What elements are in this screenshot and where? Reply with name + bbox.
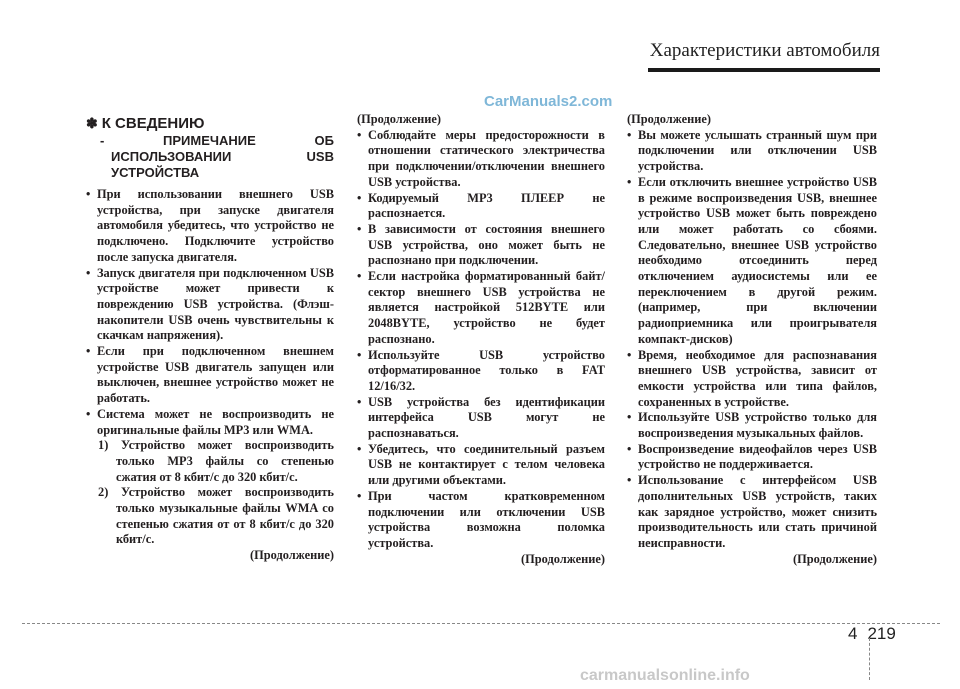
column-1	[86, 112, 334, 564]
page-number-separator	[869, 638, 871, 680]
list-item: • USB устройства без идентификации интерфейса USB могут не распознаваться.	[357, 395, 605, 442]
list-item: • Соблюдайте меры предосторожности в отношении статического электричества при подключении/отключении внешнего USB устройства.	[357, 128, 605, 191]
list-item: • Используйте USB устройство только для воспроизведения музыкальных файлов.	[627, 410, 877, 441]
column-3	[627, 112, 877, 567]
col2-bullet-list	[357, 128, 605, 552]
list-item: • Убедитесь, что соединительный разъем USB не контактирует с телом человека или другими объектами.	[357, 442, 605, 489]
continued-label: (Продолжение)	[521, 551, 605, 566]
list-item: • Время, необходимое для распознавания внешнего USB устройства, зависит от емкости устройства или типа файлов, сохраненных в устройстве.	[627, 348, 877, 411]
watermark-carmanuals2: CarManuals2.com	[484, 93, 613, 110]
list-item: • Использование с интерфейсом USB дополнительных USB устройств, таких как зарядное устройство, может снизить производительность или стать причиной неисправности.	[627, 473, 877, 552]
page-number-value: 219	[867, 624, 896, 643]
list-item: • Используйте USB устройство отформатированное только в FAT 12/16/32.	[357, 348, 605, 395]
watermark-carmanualsonline: carmanualsonline.info	[580, 667, 750, 684]
col3-bullet-list	[627, 128, 877, 552]
numbered-item-2: 2) Устройство может воспроизводить только музыкальные файлы WMA со степенью сжатия от от 8 кбит/с до 320 кбит/с.	[98, 485, 334, 547]
section-title	[86, 114, 334, 133]
chapter-number: 4	[848, 624, 858, 643]
list-item: • Запуск двигателя при подключенном USB устройстве может привести к повреждению USB устройства. (Флэш-накопители USB очень чувствительны к скачкам напряжения).	[86, 266, 334, 345]
section-subtitle: - ПРИМЕЧАНИЕ ОБ ИСПОЛЬЗОВАНИИ USB УСТРОЙСТВА	[100, 133, 334, 180]
numbered-item-1: 1) Устройство может воспроизводить только MP3 файлы со степенью сжатия от 8 кбит/с до 320 кбит/с.	[98, 438, 334, 484]
continued-label: (Продолжение)	[793, 551, 877, 566]
continued-label: (Продолжение)	[250, 548, 334, 563]
page-number	[848, 624, 896, 644]
column-2	[357, 112, 605, 567]
list-item: • Если отключить внешнее устройство USB в режиме воспроизведения USB, внешнее устройство USB может быть повреждено или может работать со сбоями. Следовательно, внешнее USB устройство необходимо отсоединить перед отключением аудиосистемы или ее переключением в другой режим. (например, при включении радиоприемника или проигрывателя компакт-дисков)	[627, 175, 877, 348]
footer-dashed-rule	[22, 623, 940, 624]
continued-from-label: (Продолжение)	[627, 112, 711, 126]
continued-from-label: (Продолжение)	[357, 112, 441, 126]
col1-bullet-list	[86, 187, 334, 438]
list-item: • Воспроизведение видеофайлов через USB устройство не поддерживается.	[627, 442, 877, 473]
list-item: • Если при подключенном внешнем устройстве USB двигатель запущен или выключен, внешнее устройство может не работать.	[86, 344, 334, 407]
section-title-text: К СВЕДЕНИЮ	[101, 115, 205, 132]
header-rule	[648, 68, 880, 72]
page-header-title: Характеристики автомобиля	[649, 40, 880, 61]
list-item: • Система может не воспроизводить не оригинальные файлы MP3 или WMA.	[86, 407, 334, 438]
list-item: • В зависимости от состояния внешнего USB устройства, оно может быть не распознано при подключении.	[357, 222, 605, 269]
list-item: • Если настройка форматированный байт/сектор внешнего USB устройства не является настройкой 512BYTE или 2048BYTE, устройство не будет распознано.	[357, 269, 605, 348]
list-item: • При частом кратковременном подключении или отключении USB устройства возможна поломка устройства.	[357, 489, 605, 552]
list-item: • Вы можете услышать странный шум при подключении или отключении USB устройства.	[627, 128, 877, 175]
list-item: • При использовании внешнего USB устройства, при запуске двигателя автомобиля убедитесь, что устройство не подключено. Подключите устройство после запуска двигателя.	[86, 187, 334, 266]
list-item: • Кодируемый MP3 ПЛЕЕР не распознается.	[357, 191, 605, 222]
star-icon: ✽	[86, 115, 98, 131]
